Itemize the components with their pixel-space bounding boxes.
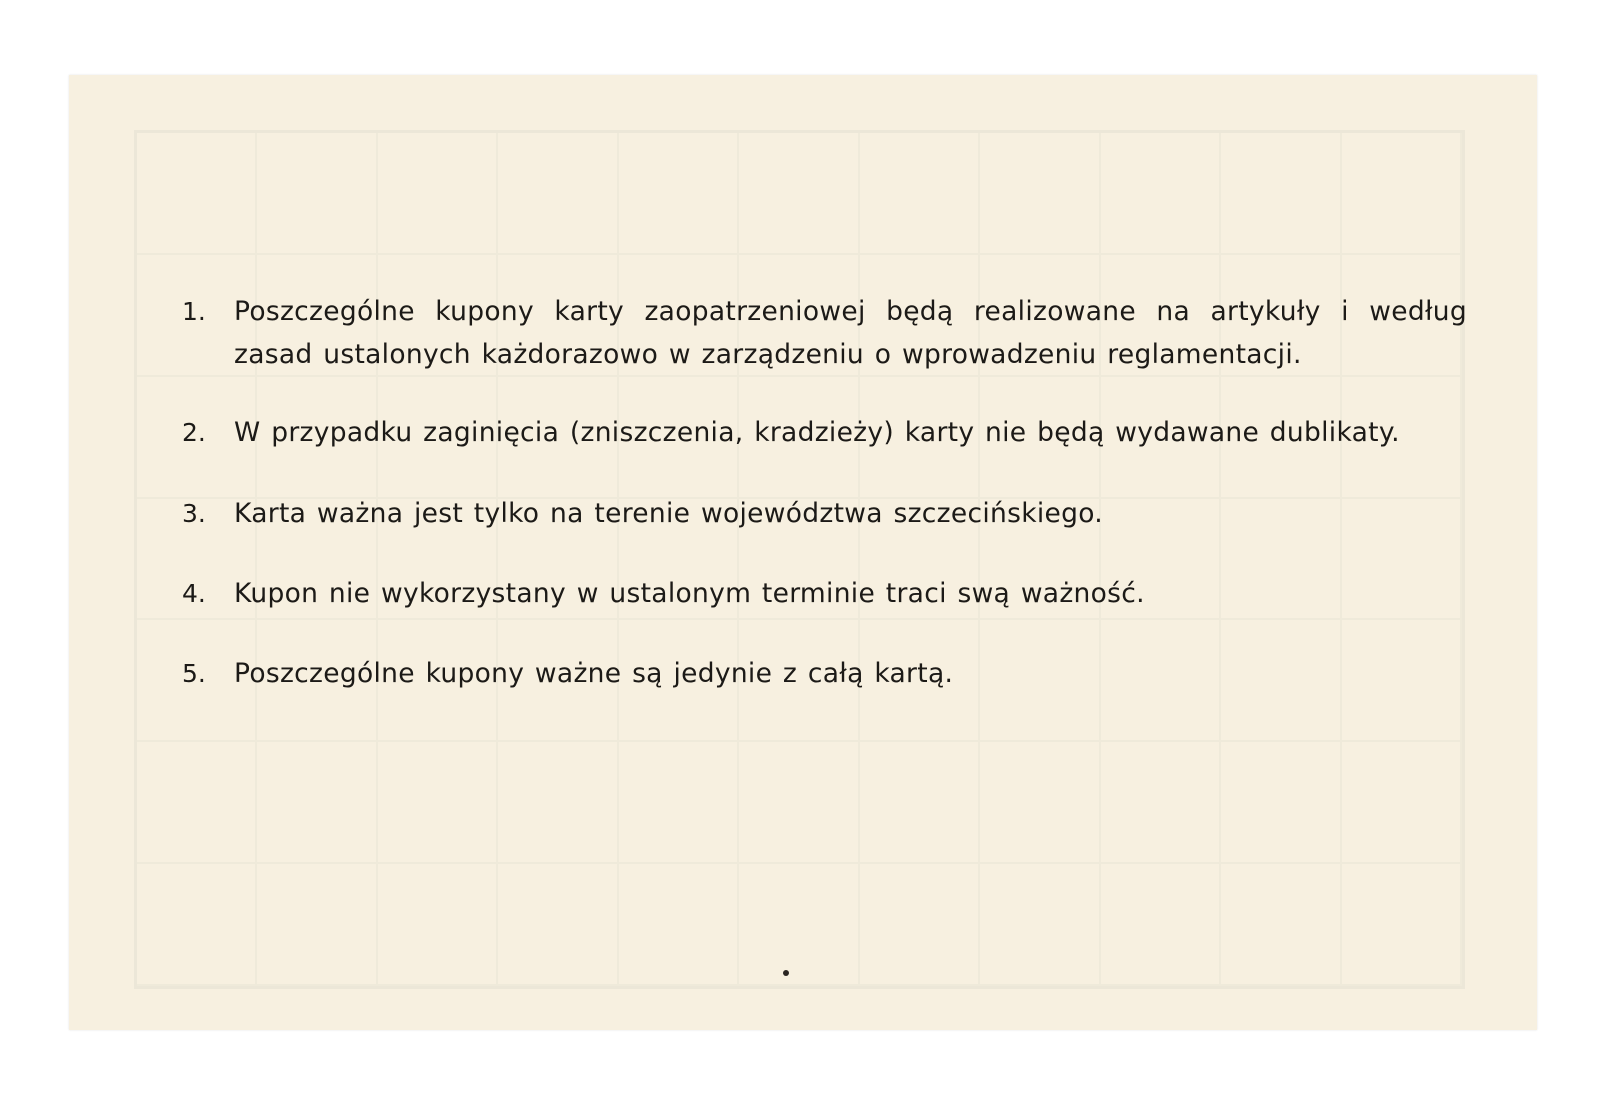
rules-list (182, 290, 1552, 695)
rule-number: 2. (182, 418, 206, 447)
rule-item (182, 492, 1552, 535)
rule-number: 4. (182, 579, 206, 608)
rule-number: 3. (182, 499, 206, 528)
rule-text: Karta ważna jest tylko na terenie województwa szczecińskiego. (234, 498, 1104, 529)
rule-text: Kupon nie wykorzystany w ustalonym terminie traci swą ważność. (234, 578, 1145, 609)
rule-text: W przypadku zaginięcia (zniszczenia, kradzieży) karty nie będą wydawane dublikaty. (234, 417, 1400, 448)
rule-item (182, 572, 1552, 615)
ration-card-back (69, 75, 1537, 1030)
rule-number: 1. (182, 297, 206, 326)
ink-dot (783, 970, 789, 976)
rule-text: Poszczególne kupony karty zaopatrzeniowej będą realizowane na artykuły i według zasad ustalonych każdorazowo w zarządzeniu o wprowadzeniu reglamentacji. (234, 296, 1467, 370)
rule-item (182, 411, 1552, 454)
rule-item (182, 652, 1552, 695)
rule-item (182, 290, 1552, 376)
rule-text: Poszczególne kupony ważne są jedynie z całą kartą. (234, 658, 954, 689)
rule-number: 5. (182, 659, 206, 688)
